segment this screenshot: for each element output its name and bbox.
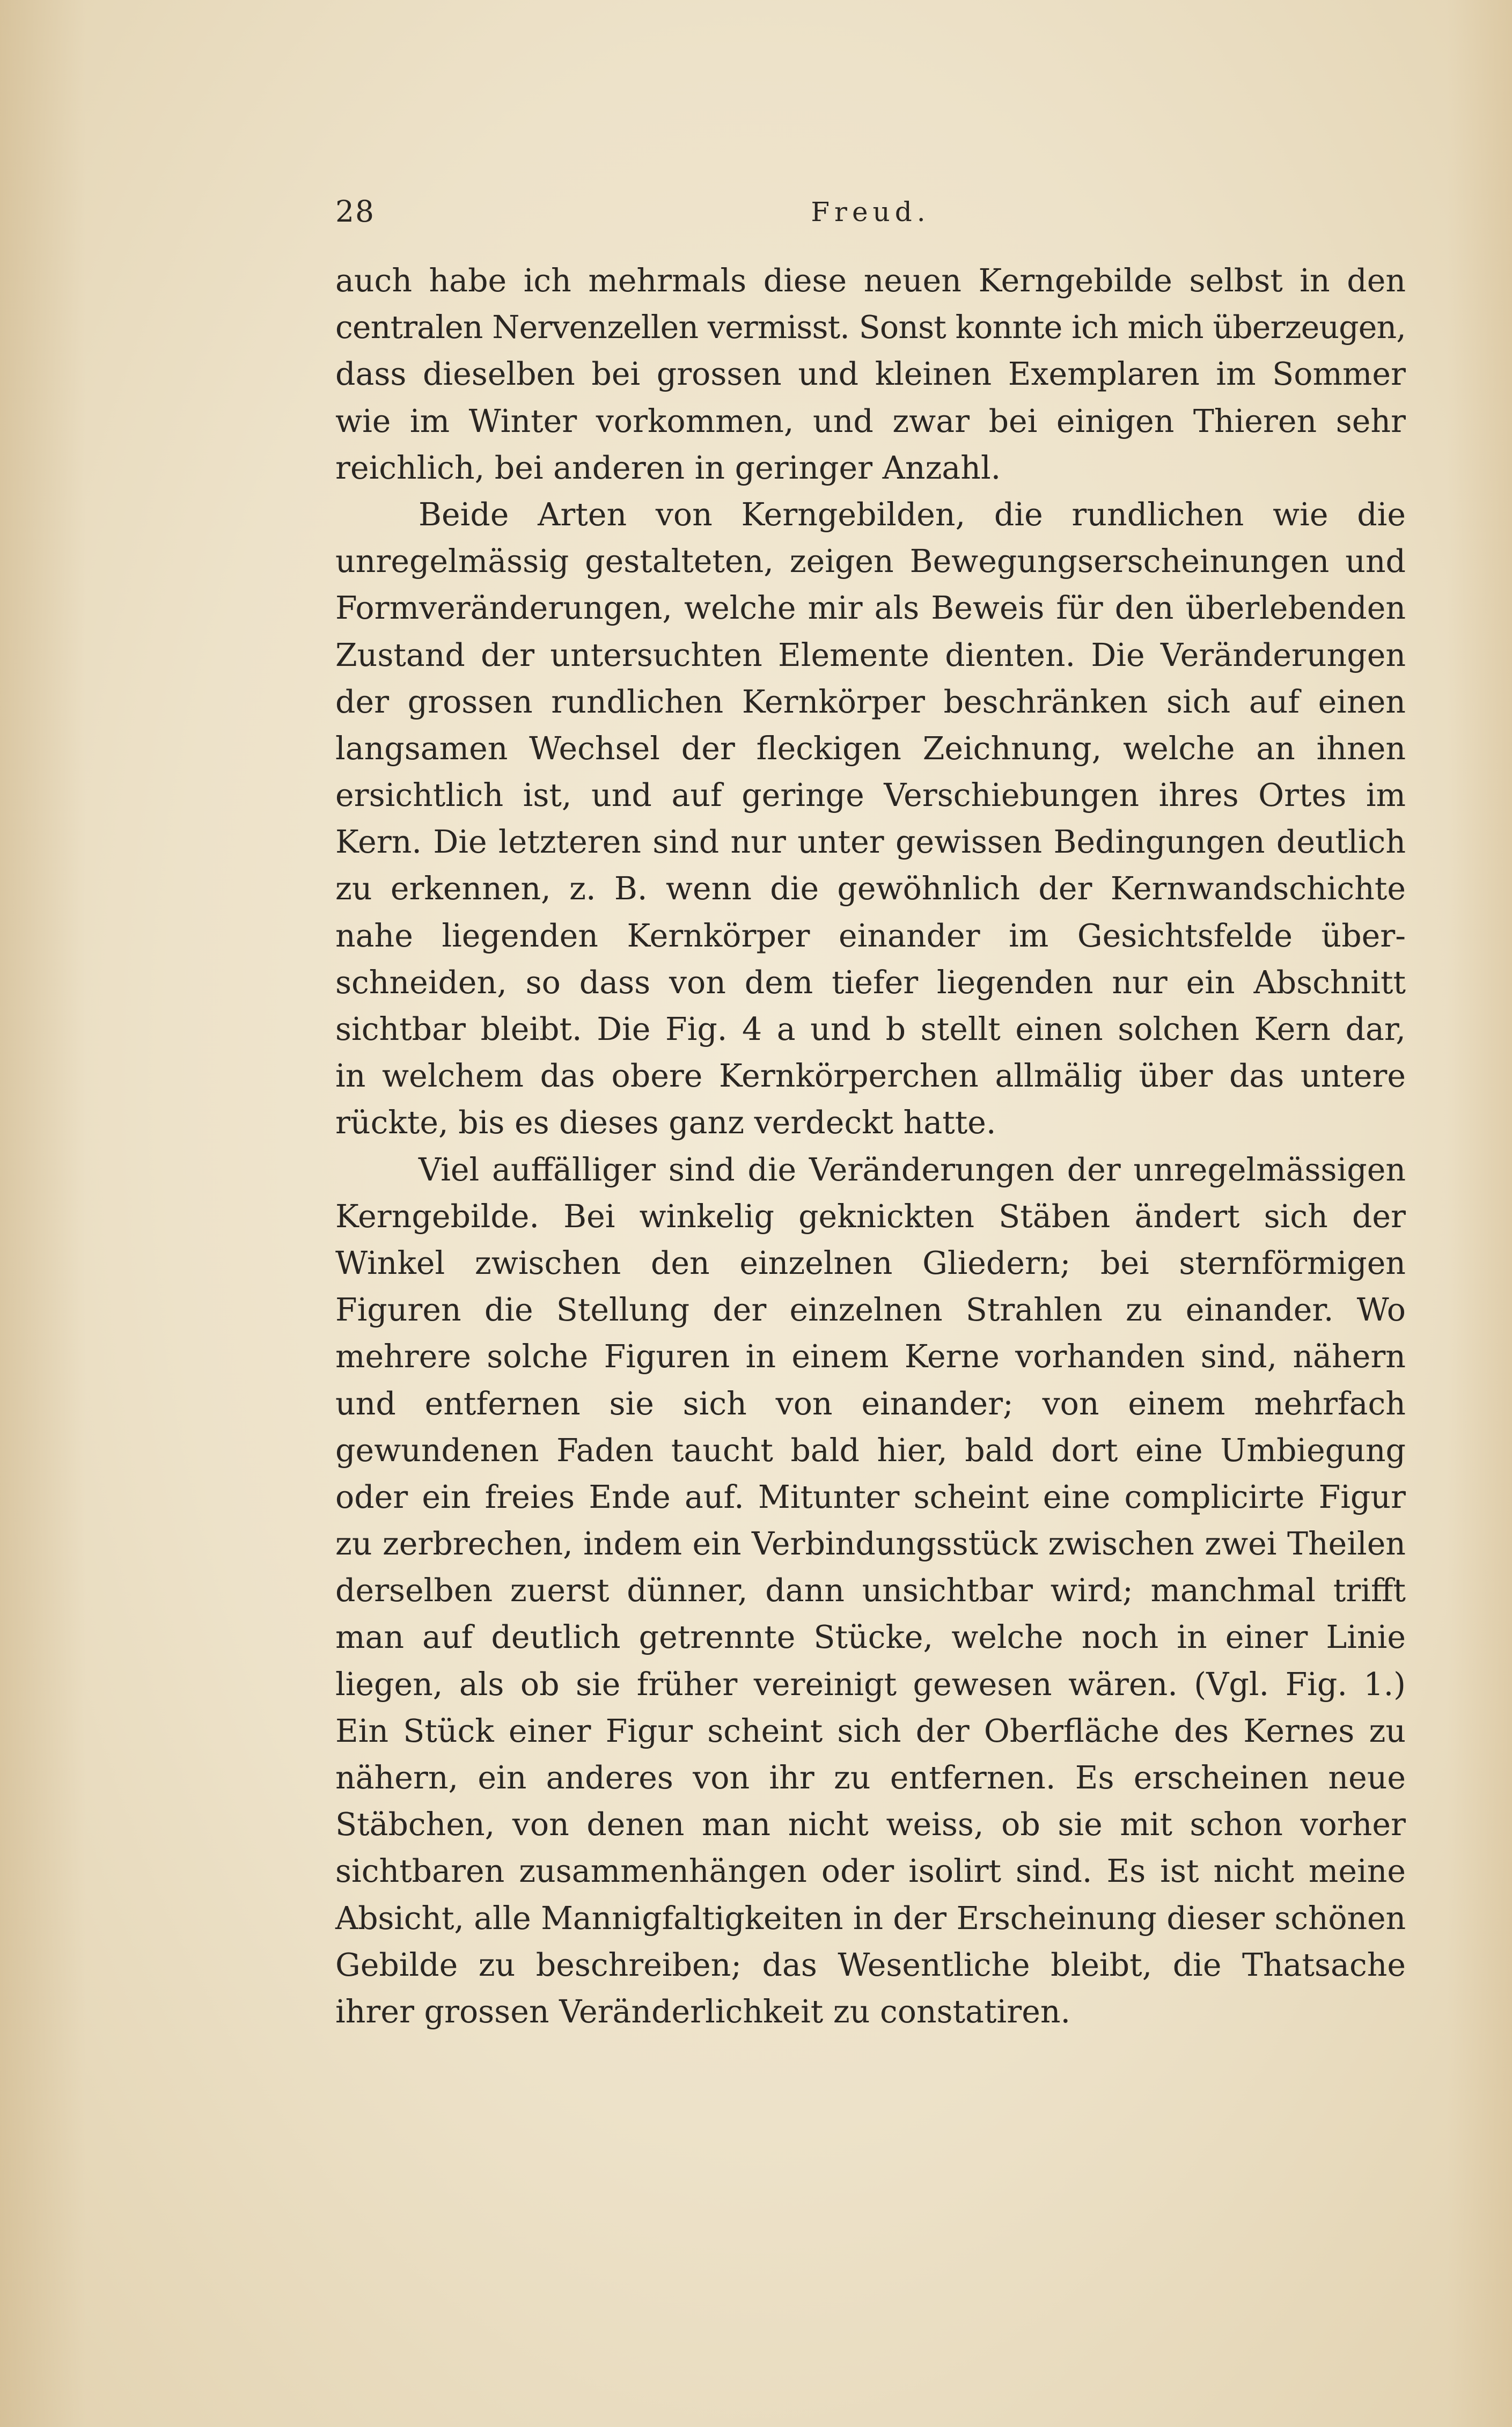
text-line: der grossen rundlichen Kernkörper beschränken sich auf einen (335, 683, 1406, 720)
text-line: gewundenen Faden taucht bald hier, bald dort eine Umbiegung (335, 1432, 1406, 1469)
text-line: in welchem das obere Kernkörperchen allmälig über das untere (335, 1058, 1406, 1095)
text-line: schneiden, so dass von dem tiefer liegenden nur ein Abschnitt (335, 964, 1406, 1001)
text-line: Stäbchen, von denen man nicht weiss, ob sie mit schon vorher (335, 1806, 1406, 1843)
page-header (335, 194, 1406, 237)
running-title: Freud. (811, 196, 930, 228)
text-line: sichtbar bleibt. Die Fig. 4 a und b stellt einen solchen Kern dar, (335, 1011, 1406, 1047)
text-line: sichtbaren zusammenhängen oder isolirt sind. Es ist nicht meine (335, 1853, 1406, 1890)
text-line: Absicht, alle Mannigfaltigkeiten in der Erscheinung dieser schönen (335, 1900, 1406, 1937)
text-line: Viel auffälliger sind die Veränderungen der unregelmässigen (419, 1151, 1406, 1188)
text-line: Gebilde zu beschreiben; das Wesentliche bleibt, die Thatsache (335, 1946, 1406, 1983)
text-line: Zustand der untersuchten Elemente dienten. Die Veränderungen (335, 636, 1406, 673)
page-number: 28 (335, 194, 375, 229)
text-line: reichlich, bei anderen in geringer Anzahl. (335, 449, 1001, 486)
text-line: und entfernen sie sich von einander; von einem mehrfach (335, 1385, 1406, 1422)
text-line: centralen Nervenzellen vermisst. Sonst konnte ich mich überzeugen, (335, 309, 1406, 346)
text-line: ihrer grossen Veränderlichkeit zu constatiren. (335, 1993, 1071, 2030)
text-line: mehrere solche Figuren in einem Kerne vorhanden sind, nähern (335, 1338, 1406, 1375)
text-line: oder ein freies Ende auf. Mitunter scheint eine complicirte Figur (335, 1478, 1406, 1515)
text-line: langsamen Wechsel der fleckigen Zeichnung, welche an ihnen (335, 730, 1406, 767)
text-line: Kerngebilde. Bei winkelig geknickten Stäben ändert sich der (335, 1198, 1406, 1235)
text-line: Formveränderungen, welche mir als Beweis für den überlebenden (335, 590, 1406, 627)
text-line: liegen, als ob sie früher vereinigt gewesen wären. (Vgl. Fig. 1.) (335, 1666, 1406, 1703)
text-line: nähern, ein anderes von ihr zu entfernen. Es erscheinen neue (335, 1759, 1406, 1796)
text-line: Ein Stück einer Figur scheint sich der Oberfläche des Kernes zu (335, 1712, 1406, 1749)
text-line: ersichtlich ist, und auf geringe Verschiebungen ihres Ortes im (335, 777, 1406, 814)
text-line: Kern. Die letzteren sind nur unter gewissen Bedingungen deutlich (335, 824, 1406, 861)
text-line: derselben zuerst dünner, dann unsichtbar wird; manchmal trifft (335, 1572, 1406, 1609)
text-line: Beide Arten von Kerngebilden, die rundlichen wie die (419, 496, 1406, 533)
text-line: wie im Winter vorkommen, und zwar bei einigen Thieren sehr (335, 402, 1406, 439)
text-line: man auf deutlich getrennte Stücke, welche noch in einer Linie (335, 1619, 1406, 1656)
text-line: unregelmässig gestalteten, zeigen Bewegungserscheinungen und (335, 543, 1406, 580)
text-line: Winkel zwischen den einzelnen Gliedern; bei sternförmigen (335, 1244, 1406, 1281)
text-line: zu erkennen, z. B. wenn die gewöhnlich der Kernwandschichte (335, 870, 1406, 907)
text-line: rückte, bis es dieses ganz verdeckt hatte. (335, 1104, 996, 1141)
body-text (335, 258, 1406, 2035)
text-line: zu zerbrechen, indem ein Verbindungsstück zwischen zwei Theilen (335, 1526, 1406, 1563)
text-line: nahe liegenden Kernkörper einander im Gesichtsfelde über- (335, 917, 1406, 954)
text-line: Figuren die Stellung der einzelnen Strahlen zu einander. Wo (335, 1292, 1406, 1329)
text-line: auch habe ich mehrmals diese neuen Kerngebilde selbst in den (335, 262, 1406, 299)
text-line: dass dieselben bei grossen und kleinen Exemplaren im Sommer (335, 356, 1406, 393)
